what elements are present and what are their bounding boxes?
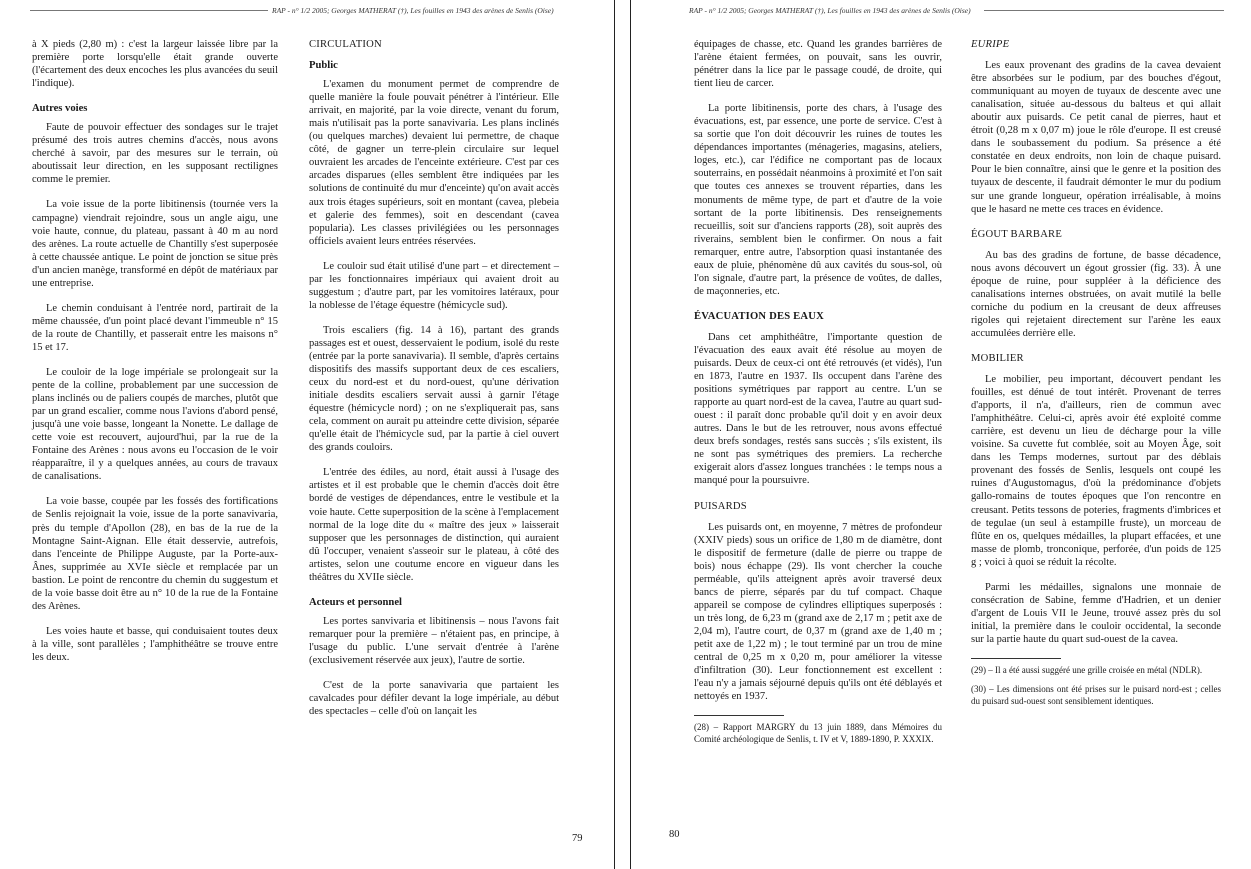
footnote-rule <box>694 715 784 716</box>
paragraph: Les voies haute et basse, qui conduisaient toutes deux à la ville, sont parallèles ; l'amphithéâtre se trouve entre les deux. <box>32 625 278 663</box>
running-header-right: RAP - n° 1/2 2005; Georges MATHERAT (†), Les fouilles en 1943 des arènes de Senlis (Oise) <box>689 6 971 15</box>
paragraph: La voie issue de la porte libitinensis (tournée vers la campagne) viendrait rejoindre, sous un angle aigu, une voie haute, connue, du plateau, passant à 40 m au nord des arènes. La route actuelle de Chantilly s'est superposée à cette chaussée antique. Le point de jonction se situe près d'un ancien manège, transformé en dépôt de matériaux par une entreprise. <box>32 199 278 289</box>
running-header-left: RAP - n° 1/2 2005; Georges MATHERAT (†), Les fouilles en 1943 des arènes de Senlis (Oise) <box>272 6 554 15</box>
gutter-line-left <box>614 0 615 869</box>
section-heading-euripe: EURIPE <box>971 39 1010 50</box>
paragraph: L'examen du monument permet de comprendre de quelle manière la foule pouvait pénétrer à l'intérieur. Elle arrivait, en majorité, par la voie directe, venant du forum, mais n'utilisait pas la porte sanavivaria. Les plans inclinés (ou quelques marches) devaient lui permettre, de chaque côté, de gagner un terre-plein circulaire sur lequel ouvraient les arcades de l'enceinte extérieure. C'est par ces arcades disparues (elles semblent être indiquées par les solutions de continuité du mur d'enceinte) qu'on avait accès aux trois étages supérieurs, soit en montant (cavea, plebeia et galerie des femmes), soit en descendant (cavea popularia). Les classes privilégiées ou les personnages officiels avaient leurs entrées réservées. <box>309 79 559 247</box>
paragraph: Faute de pouvoir effectuer des sondages sur le trajet présumé des trois autres chemins d'accès, nous avons cherché à savoir, par des mesures sur le terrain, où aboutissait leur direction, en les supposant rectilignes comme le premier. <box>32 122 278 186</box>
right-column-1 <box>694 38 942 753</box>
subheading-acteurs: Acteurs et personnel <box>309 596 402 608</box>
section-heading-puisards: PUISARDS <box>694 500 747 512</box>
paragraph: Les eaux provenant des gradins de la cavea devaient être absorbées sur le podium, par des bouches d'égout, communiquant au moyen de tuyaux de descente avec une canalisation, située au-dessous du balteus et qui allait aboutir aux puisards. Ce petit canal de pierres, haut et étroit (0,28 m x 0,07 m) joue le rôle d'europe. Il est creusé dans le soubassement du podium. Sa présence a été constatée en deux endroits, non loin de chaque puisard. Pour le bien connaître, ainsi que le genre et la position des tuyaux de descente, il faudrait démonter le mur du podium sur une grande longueur, opération irréalisable, à moins que le hasard ne mette ces traces en évidence. <box>971 60 1221 215</box>
gutter-line-right <box>630 0 631 869</box>
right-column-2 <box>971 38 1221 715</box>
paragraph: Le couloir de la loge impériale se prolongeait sur la pente de la colline, probablement par une succession de plans inclinés ou de paliers coupés de marches, plutôt que par un grand escalier, comme nous l'avions d'abord pensé, jusqu'à une voie basse, longeant la Nonette. Le dallage de cette voie est recouvert, aujourd'hui, par la rue de la Fontaine des Arènes : nous avons eu l'occasion de le voir réapparaître, il y a quelques années, au cours de travaux de canalisations. <box>32 366 278 483</box>
page-80 <box>632 0 1251 869</box>
page-number-80: 80 <box>669 829 680 840</box>
subheading-public: Public <box>309 60 338 72</box>
paragraph: Trois escaliers (fig. 14 à 16), partant des grands passages est et ouest, desservaient le podium, isolé du reste (entrée par la porte sanavivaria). Il semble, d'après certains dispositifs des massifs supportant deux de ces escaliers, ceux du nord-est et du nord-ouest, qu'une dérivation initiale desdits escaliers servait aussi à garnir l'étage équestre (hémicycle nord) ; on ne s'expliquerait pas, sans cela, comment on aurait pu atteindre cette division, séparée qu'elle était de l'hémicycle sud, par la partie à ciel ouvert des grands couloirs. <box>309 324 559 454</box>
section-heading-evacuation: ÉVACUATION DES EAUX <box>694 310 824 322</box>
footnote-28: (28) – Rapport MARGRY du 13 juin 1889, dans Mémoires du Comité archéologique de Senlis, t. IV et V, 1889-1890, P. XXXIX. <box>694 722 942 744</box>
header-rule-right <box>984 10 1224 11</box>
paragraph: C'est de la porte sanavivaria que partaient les cavalcades pour défiler devant la loge impériale, au début des spectacles – celle d'où on lançait les <box>309 680 559 718</box>
header-rule-left <box>30 10 268 11</box>
left-column-1 <box>32 38 278 676</box>
paragraph: Au bas des gradins de fortune, de basse décadence, nous avons découvert un égout grossier (fig. 33). À une époque de ruine, pour suppléer à la déficience des canalisations internes obstruées, on avait mutilé la belle corniche du podium en la creusant de deux affreuses rigoles qui rejetaient directement sur l'arène les eaux accumulées derrière elle. <box>971 249 1221 339</box>
paragraph: Dans cet amphithéâtre, l'importante question de l'évacuation des eaux avait été résolue au moyen de puisards. Deux de ceux-ci ont été retrouvés (et vidés), l'un en 1873, l'autre en 1937. Ils occupent dans l'arène des positions symétriques par rapport au centre. L'un se rapporte au quart nord-est de la cavea, l'autre au quart sud-ouest : il paraît donc probable qu'il doit y en avoir deux autres. Dans le but de les retrouver, nous avons effectué deux brefs sondages, restés sans succès ; s'ils existent, ils ne sont pas symétriques des premiers. La recherche exigerait alors d'assez longues tranchées : le temps nous a manqué pour la poursuivre. <box>694 331 942 487</box>
paragraph: La porte libitinensis, porte des chars, à l'usage des évacuations, est, par essence, une porte de service. C'est à sa sortie que l'on doit découvrir les ruines de toutes les dépendances importantes (ménageries, magasins, ateliers, loges, etc.), car l'édifice ne comportant pas de locaux souterrains, en possédait néanmoins à proximité et l'on sait que toutes ces annexes se trouvent réparties, dans les monuments de même type, de part et d'autre de la voie sortant de la porte libitinensis. Des renseignements recueillis, soit sur d'anciens rapports (28), soit auprès des riverains, semblent bien le confirmer. On nous a fait remarquer, entre autre, l'absorption quasi instantanée des eaux de pluie, phénomène dû aux cavités du sous-sol, où l'on signale, d'autre part, la présence de voûtes, de dalles, de maçonneries, etc. <box>694 103 942 297</box>
section-heading-circulation: CIRCULATION <box>309 39 382 50</box>
paragraph: Parmi les médailles, signalons une monnaie de consécration de Sabine, femme d'Hadrien, et un denier d'argent de Louis VII le Jeune, trouvé assez près du sol initial, la première dans le couloir occidental, la seconde sur la partie haute du quart sud-ouest de la cavea. <box>971 581 1221 645</box>
section-heading-egout-barbare: ÉGOUT BARBARE <box>971 228 1062 240</box>
paragraph: Le mobilier, peu important, découvert pendant les fouilles, est dénué de tout intérêt. Provenant de terres d'apports, il n'a, d'ailleurs, rien de commun avec l'amphithéâtre. Celui-ci, après avoir été exploité comme carrière, est devenu un lieu de décharge pour la ville voisine. Sa cuvette fut comblée, soit au Moyen Âge, soit dans les Temps modernes, surtout par des déblais provenant des fossés de Senlis, lesquels ont coupé les ruines d'Augustomagus, d'où la prédominance d'objets gallo-romains de toutes époques que l'on rencontre en creusant. Petits tessons de poteries, fragments d'imbrices et de tegulae (un seul à estampille fruste), un morceau de flûte en os, quelques médailles, la plupart effacées, et une masse de plomb, tronconique, perforée, d'un poids de 125 g ; voici à quoi se réduit la récolte. <box>971 374 1221 568</box>
footnote-30: (30) – Les dimensions ont été prises sur le puisard nord-est ; celles du puisard sud-ouest sont sensiblement identiques. <box>971 684 1221 706</box>
paragraph: à X pieds (2,80 m) : c'est la largeur laissée libre par la première porte lorsqu'elle était grande ouverte (l'écartement des deux encoches les plus avancées du seuil l'indique). <box>32 39 278 90</box>
paragraph: La voie basse, coupée par les fossés des fortifications de Senlis rejoignait la voie, issue de la porte sanavivaria, près du temple d'Apollon (28), en bas de la rue de la Montagne Saint-Aignan. Elle était desservie, autrefois, dans l'enceinte de Philippe Auguste, par la Porte-aux-Ânes, supprimée au XVIe siècle et remplacée par un bastion. Le point de rencontre du chemin du suggestum et de la voie basse doit être au n° 10 de la rue de la Fontaine des Arènes. <box>32 496 278 612</box>
section-heading-autres-voies: Autres voies <box>32 103 88 115</box>
paragraph: Le chemin conduisant à l'entrée nord, partirait de la même chaussée, d'un point placé devant l'immeuble n° 15 de la route de Chantilly, et passerait entre les maisons n° 15 et 17. <box>32 302 278 353</box>
paragraph: Les portes sanvivaria et libitinensis – nous l'avons fait remarquer pour la première – n'étaient pas, en principe, à l'usage du public. L'une servait d'entrée à l'arène (exclusivement réservée aux jeux), l'autre de sortie. <box>309 615 559 666</box>
footnote-29: (29) – Il a été aussi suggéré une grille croisée en métal (NDLR). <box>971 664 1203 675</box>
gutter <box>612 0 632 869</box>
page-number-79: 79 <box>572 833 583 844</box>
page-79 <box>0 0 612 869</box>
paragraph: Les puisards ont, en moyenne, 7 mètres de profondeur (XXIV pieds) sous un orifice de 1,80 m de diamètre, dont le dispositif de fermeture (dalle de pierre ou trappe de bois) nous échappe (29). Ils vont chercher la couche perméable, qu'ils atteignent après avoir traversé deux bancs de pierre, séparés par du tuf compact. Chaque appareil se compose de cylindres elliptiques superposés : un très long, de 6,23 m (grand axe de 2,17 m ; petit axe de 2,04 m), l'autre court, de 0,37 m (grand axe de 1,40 m ; petit axe de 1,22 m) ; le tout terminé par un trou de mine central de 0,25 m x 0,20 m, pour améliorer la vitesse d'infiltration (30). Leur fonctionnement est excellent : l'eau n'y a jamais séjourné depuis qu'ils ont été déblayés et nettoyés en 1937. <box>694 521 942 703</box>
paragraph: équipages de chasse, etc. Quand les grandes barrières de l'arène étaient fermées, on pouvait, sans les ouvrir, pénétrer dans la lice par le passage coudé, de droite, qui tient lieu de carcer. <box>694 39 942 90</box>
section-heading-mobilier: MOBILIER <box>971 352 1024 364</box>
footnote-rule <box>971 658 1061 659</box>
paragraph: L'entrée des édiles, au nord, était aussi à l'usage des artistes et il est probable que le chemin d'accès doit être bordé de vestiges de dépendances, entre le vestibule et la voie haute. Cette superposition de la scène à l'emplacement normal de la loge dite du « maître des jeux » laisserait supposer que les personnages de distinction, qui auraient dû l'occuper, venaient s'asseoir sur le plateau, à côté des artistes, selon une coutume encore en vigueur dans les théâtres du XVIIe siècle. <box>309 467 559 583</box>
left-column-2 <box>309 38 559 730</box>
paragraph: Le couloir sud était utilisé d'une part – et directement – par les fonctionnaires impériaux qui avaient droit au suggestum ; d'autre part, par les vomitoires latéraux, pour la noblesse de l'étage équestre (hémicycle sud). <box>309 260 559 311</box>
